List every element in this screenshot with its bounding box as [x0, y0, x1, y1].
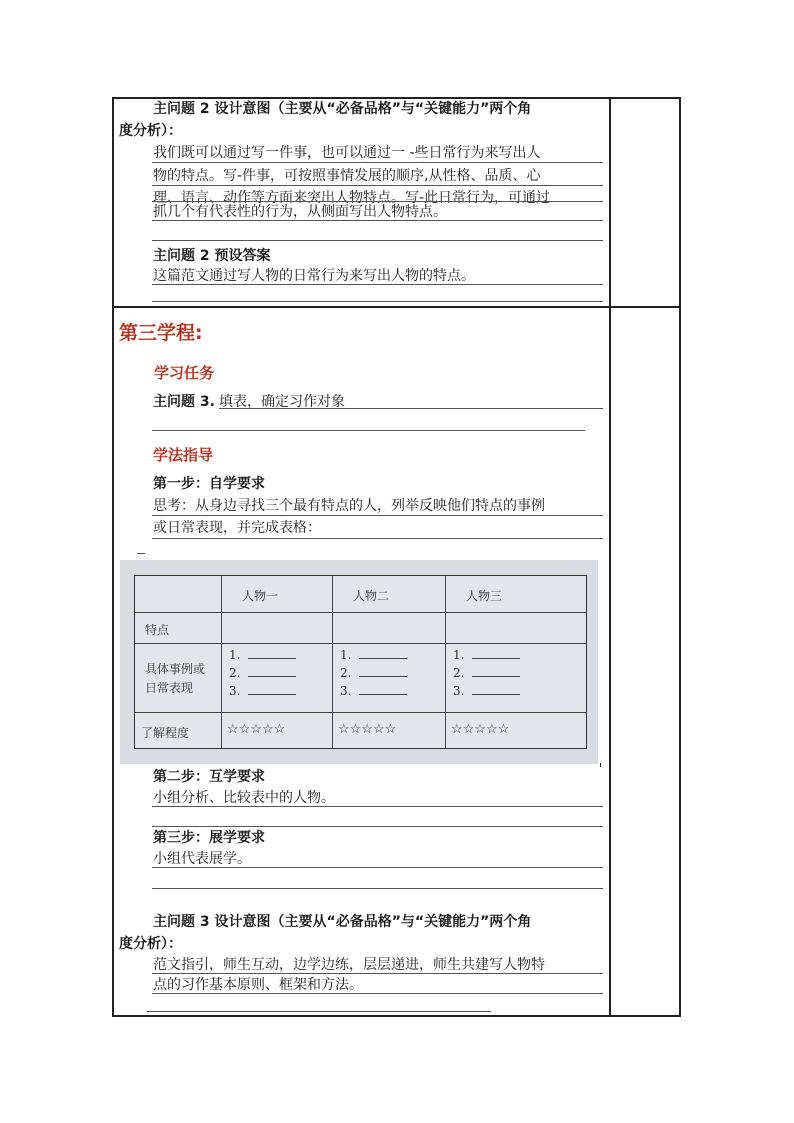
dash-mark — [600, 763, 601, 767]
q3-design-title-cont: 度分析）： — [119, 936, 182, 952]
table-item: 3. — [340, 684, 407, 698]
underline — [152, 973, 603, 974]
step3-title: 第三步：展学要求 — [153, 830, 265, 846]
underline — [152, 826, 603, 827]
character-table — [134, 575, 587, 749]
table-col-header: 人物一 — [242, 589, 279, 603]
step2-title: 第二步：互学要求 — [153, 769, 265, 785]
table-item: 2. — [229, 666, 296, 680]
underline — [152, 806, 603, 807]
frame-middle-border — [609, 97, 611, 1016]
table-col-header: 人物三 — [466, 589, 503, 603]
task-title: 学习任务 — [154, 364, 215, 382]
table-item: 3. — [229, 684, 296, 698]
step2-text: 小组分析、比较表中的人物。 — [153, 790, 335, 806]
q3-design-line-1: 范文指引，师生互动，边学边练，层层递进，师生共建写人物特 — [153, 957, 545, 973]
underline — [152, 284, 603, 285]
underline — [152, 185, 603, 186]
q2-design-title: 主问题 2 设计意图（主要从“必备品格”与“关键能力”两个角 — [153, 101, 532, 117]
q2-design-line-2: 物的特点。写-件事，可按照事情发展的顺序,从性格、品质、心 — [153, 168, 541, 184]
underline — [219, 408, 603, 409]
row-divider — [112, 306, 681, 308]
underline — [152, 538, 603, 539]
q2-answer-title: 主问题 2 预设答案 — [153, 248, 271, 264]
step1-line-1: 思考：从身边寻找三个最有特点的人，列举反映他们特点的事例 — [153, 498, 545, 514]
table-col-divider — [332, 576, 333, 748]
step1-line-2: 或日常表现，并完成表格： — [153, 520, 321, 536]
table-row-label: 了解程度 — [141, 726, 190, 740]
q2-design-line-1: 我们既可以通过写一件事，也可以通过一 -些日常行为来写出人 — [153, 145, 541, 161]
underline — [152, 240, 603, 241]
star-rating: ☆☆☆☆☆ — [451, 722, 510, 737]
table-item: 3. — [453, 684, 520, 698]
q2-design-line-3: 理、语言、动作等方面来突出人物特点。写-此日常行为，可通过 — [153, 190, 551, 206]
table-photo — [120, 560, 598, 764]
table-row-divider — [135, 712, 586, 713]
underline — [152, 162, 603, 163]
star-rating: ☆☆☆☆☆ — [338, 722, 397, 737]
table-row-label: 日常表现 — [145, 681, 194, 695]
underline — [152, 220, 603, 221]
q3-design-line-2: 点的习作基本原则、框架和方法。 — [153, 977, 363, 993]
q3-label: 主问题 3. — [153, 394, 215, 410]
frame-right-border — [679, 97, 681, 1016]
table-item: 1. — [340, 648, 407, 662]
q3-text: 填表，确定习作对象 — [219, 394, 345, 410]
table-item: 1. — [453, 648, 520, 662]
table-row-divider — [135, 643, 586, 644]
q2-design-title-cont: 度分析）： — [119, 123, 182, 139]
table-col-divider — [221, 576, 222, 748]
underline — [152, 888, 603, 889]
step1-title: 第一步：自学要求 — [153, 476, 265, 492]
frame-bottom-border — [112, 1015, 681, 1017]
frame-left-border — [112, 97, 114, 1016]
underline — [147, 1011, 491, 1012]
underline — [152, 430, 585, 431]
underline — [152, 201, 603, 202]
step3-text: 小组代表展学。 — [153, 851, 251, 867]
method-title: 学法指导 — [153, 446, 214, 464]
table-item: 2. — [340, 666, 407, 680]
q2-answer-line: 这篇范文通过写人物的日常行为来写出人物的特点。 — [153, 268, 475, 284]
underline — [152, 993, 603, 994]
section3-heading: 第三学程: — [119, 322, 203, 344]
table-col-header: 人物二 — [353, 589, 390, 603]
q3-design-title: 主问题 3 设计意图（主要从“必备品格”与“关键能力”两个角 — [153, 914, 532, 930]
underline — [152, 867, 603, 868]
table-row-divider — [135, 612, 586, 613]
table-row-label: 具体事例或 — [145, 662, 206, 676]
underline — [152, 301, 603, 302]
table-col-divider — [445, 576, 446, 748]
dash-mark — [137, 553, 145, 554]
star-rating: ☆☆☆☆☆ — [227, 722, 286, 737]
q2-design-line-4: 抓几个有代表性的行为，从侧面写出人物特点。 — [153, 204, 447, 220]
table-item: 2. — [453, 666, 520, 680]
table-row-label: 特点 — [145, 623, 170, 637]
table-item: 1. — [229, 648, 296, 662]
underline — [152, 515, 603, 516]
